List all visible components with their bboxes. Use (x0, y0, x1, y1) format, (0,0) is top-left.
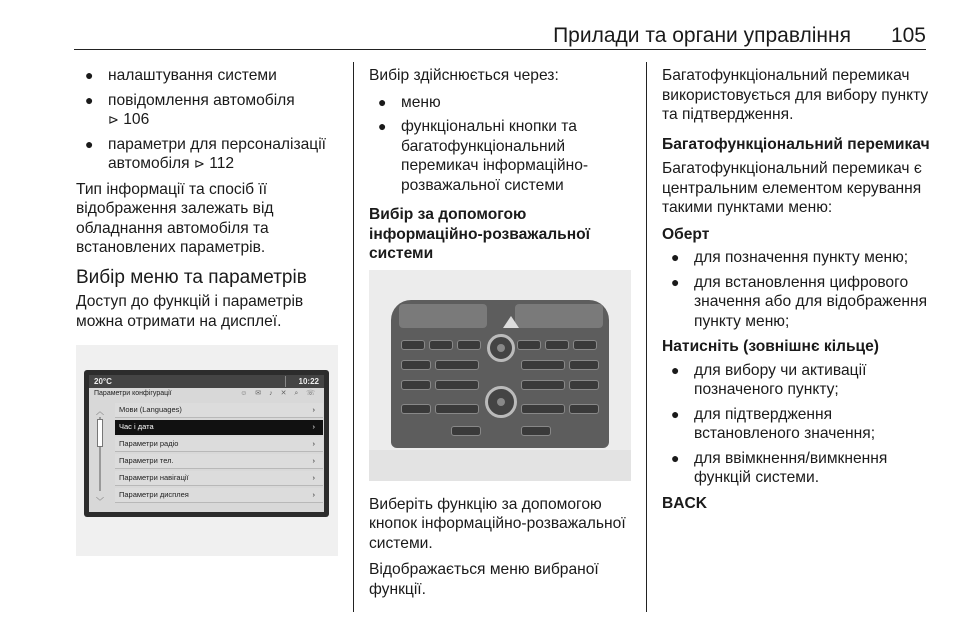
display-scrollbar (97, 405, 103, 505)
paragraph: Вибір здійснюється через: (369, 67, 559, 84)
list-item: ● для ввімкнення/вимкнення функцій системи. (671, 449, 888, 486)
chevron-right-icon: › (312, 473, 315, 482)
bullet-icon: ● (85, 135, 94, 152)
bullet-icon: ● (85, 91, 94, 108)
display-illustration (76, 345, 338, 556)
section-heading: Вибір за допомогою інформаційно-розважальної системи (369, 206, 591, 262)
list-item: ● меню (378, 93, 441, 111)
page-ref[interactable]: 112 (209, 155, 235, 172)
bullet-icon: ● (671, 449, 680, 466)
page-header (74, 18, 926, 50)
page-number: 105 (890, 24, 926, 47)
column-divider (646, 62, 647, 612)
control-panel (391, 300, 609, 448)
multifunction-knob-icon (485, 386, 517, 418)
page-ref-icon: ⊳ (193, 156, 205, 171)
display-menu-item: Параметри дисплея › (115, 488, 323, 503)
paragraph: Доступ до функцій і параметрів можна отримати на дисплеї. (76, 293, 304, 330)
display-menu-item: Параметри навігації › (115, 471, 323, 486)
list-item: ● функціональні кнопки та багатофункціональний перемикач інформаційно-розважальної системи (378, 118, 589, 194)
bullet-icon: ● (671, 361, 680, 378)
paragraph: Багатофункціональний перемикач використовується для вибору пункту та підтвердження. (662, 67, 929, 123)
bullet-list (76, 66, 344, 174)
hazard-icon (503, 316, 519, 328)
display-subtitle-bar (89, 388, 324, 400)
chevron-right-icon: › (312, 439, 315, 448)
page-ref[interactable]: 106 (123, 111, 150, 128)
display-menu-item: Параметри радіо › (115, 437, 323, 452)
page-ref-icon: ⊳ (108, 112, 119, 127)
display-status-bar (89, 375, 324, 388)
chevron-right-icon: › (312, 405, 315, 414)
display-bezel (84, 370, 329, 517)
subheading: Натисніть (зовнішнє кільце) (662, 338, 879, 355)
column-divider (353, 62, 354, 612)
paragraph: Багатофункціональний перемикач є центральним елементом керування такими пунктами меню: (662, 160, 922, 216)
bullet-icon: ● (671, 249, 680, 265)
status-icons: ☺ ✉ ♪ ✕ ⌕ ☏ (240, 390, 318, 397)
column-left (76, 66, 344, 556)
clock-readout: 10:22 (298, 377, 319, 386)
list-item: ● повідомлення автомобіля ⊳ 106 (85, 91, 295, 128)
display-menu-item-selected: Час і дата › (115, 420, 323, 435)
subheading: Оберт (662, 225, 710, 243)
chevron-right-icon: › (312, 422, 315, 431)
display-menu-item: Параметри тел. › (115, 454, 323, 469)
bullet-icon: ● (378, 118, 387, 134)
chevron-right-icon: › (312, 456, 315, 465)
list-item: ● для вибору чи активації позначеного пункту; (671, 361, 867, 398)
paragraph: Тип інформації та спосіб її відображення залежать від обладнання автомобіля та встановлених параметрів. (76, 180, 274, 256)
list-item: ● параметри для персоналізації автомобіля ⊳ 112 (85, 135, 327, 172)
bullet-list (662, 248, 934, 331)
chevron-right-icon: › (312, 490, 315, 499)
page-title: Прилади та органи управління (553, 24, 851, 47)
bullet-icon: ● (378, 93, 387, 110)
bullet-icon: ● (671, 273, 680, 290)
chevron-up-icon: ︿ (96, 407, 104, 416)
paragraph: Відображається меню вибраної функції. (369, 561, 599, 598)
display-subtitle: Параметри конфігурації (94, 390, 172, 397)
section-heading: Вибір меню та параметрів (76, 266, 307, 288)
header-rule (74, 49, 926, 50)
display-screen (89, 375, 324, 512)
list-item: ● для встановлення цифрового значення або для відображення пункту меню; (671, 273, 928, 330)
column-right (662, 66, 934, 517)
column-middle (369, 66, 637, 606)
bullet-list (662, 361, 934, 488)
list-item: ● для позначення пункту меню; (671, 249, 909, 266)
temperature-readout: 20°C (94, 377, 112, 386)
section-heading: Багатофункціональний перемикач (662, 135, 930, 153)
subheading: BACK (662, 494, 708, 512)
display-menu-item: Мови (Languages) › (115, 403, 323, 418)
display-menu (115, 403, 323, 505)
list-item: ● налаштування системи (85, 67, 277, 84)
list-item: ● для підтвердження встановленого значення; (671, 405, 876, 442)
volume-knob-icon (487, 334, 515, 362)
bullet-icon: ● (85, 67, 94, 83)
paragraph: Виберіть функцію за допомогою кнопок інформаційно-розважальної системи. (369, 495, 626, 552)
chevron-down-icon: ﹀ (96, 496, 104, 506)
bullet-list (369, 93, 637, 196)
control-panel-illustration (369, 270, 631, 481)
bullet-icon: ● (671, 405, 680, 422)
